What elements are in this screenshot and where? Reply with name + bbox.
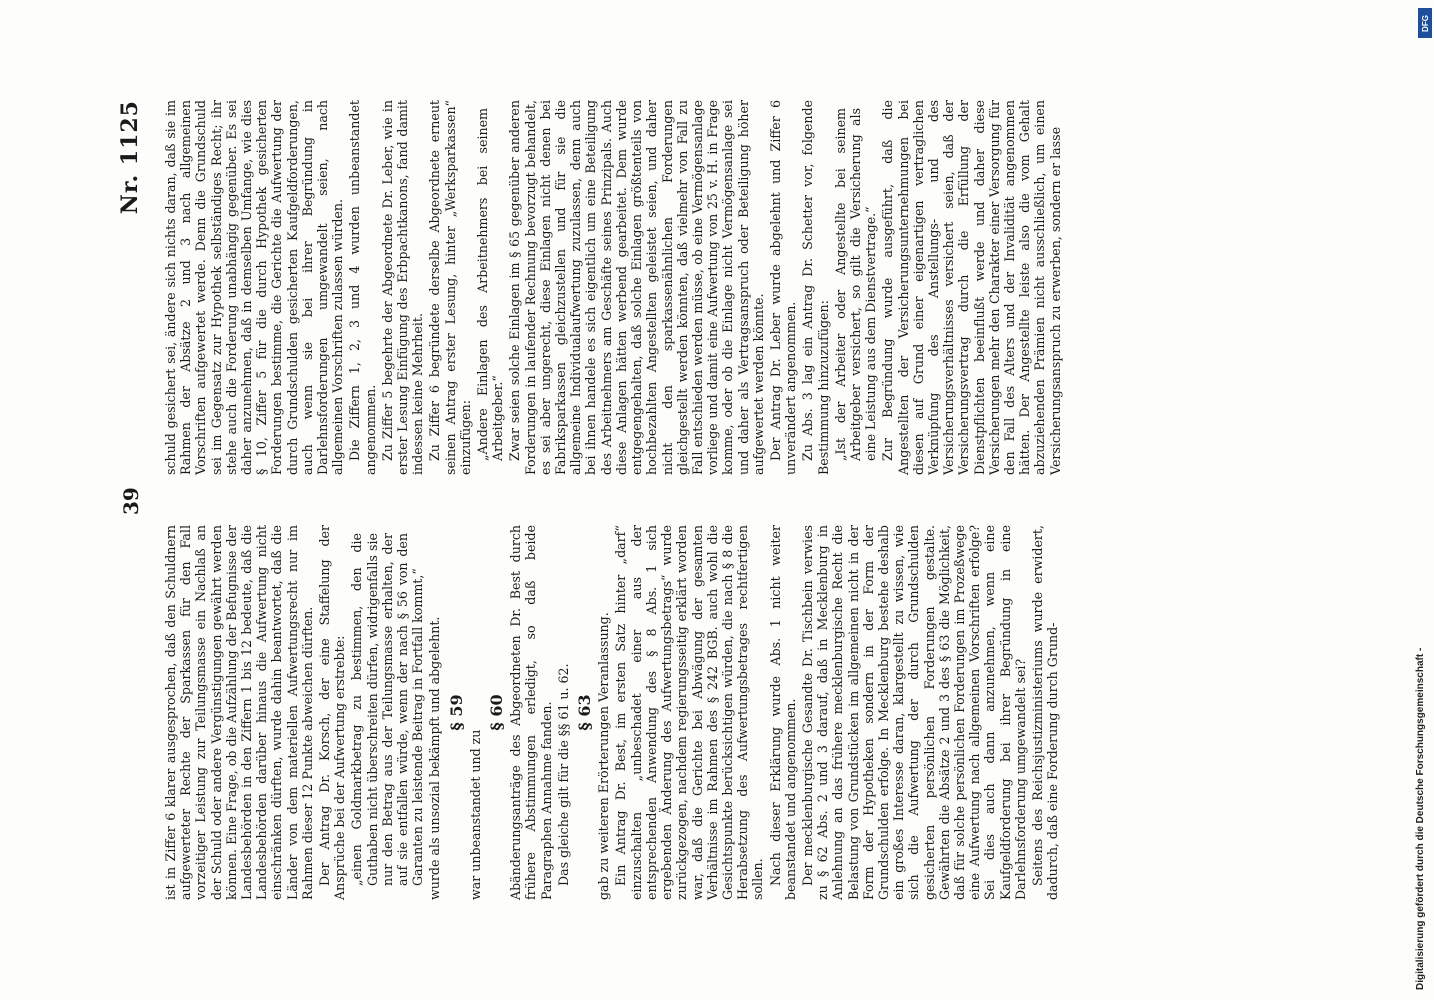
paragraph: Zu Abs. 3 lag ein Antrag Dr. Schetter vor, folgende Bestimmung hinzuzufügen:	[800, 100, 831, 475]
paragraph: Abänderungsanträge des Abgeordneten Dr. Best durch frühere Abstimmungen erledigt, so daß beide Paragraphen Annahme fanden.	[508, 525, 554, 900]
paragraph: Der mecklenburgische Gesandte Dr. Tischbein verwies zu § 62 Abs. 2 und 3 darauf, daß in Mecklenburg in Anlehnung an das frühere mecklenburgische Recht die Belastung von Grundstücken im allgemeinen nicht in der Form der Hypotheken sondern in der Form der Grundschulden erfolge. In Mecklenburg bestehe deshalb ein großes Interesse daran, klargestellt zu wissen, wie sich die Aufwertung der durch Grundschulden gesicherten persönlichen Forderungen gestalte. Gewährten die Absätze 2 und 3 des § 63 die Möglichkeit, daß für solche persönlichen Forderungen im Prozeßwege eine Aufwertung nach allgemeinen Vorschriften erfolge? Sei dies auch dann anzunehmen, wenn eine Kaufgeldforderung bei ihrer Begründung in eine Darlehnsforderung umgewandelt sei?	[799, 525, 1028, 900]
paragraph: gab zu weiteren Erörterungen Veranlassung.	[596, 612, 612, 900]
paragraph: ist in Ziffer 6 klarer ausgesprochen, daß den Schuldnern aufgewerteter Rechte der Sparkassen für den Fall vorzeitiger Leistung zur Teilungsmasse ein Nachlaß an der Schuld oder andere Vergünstigungen gewährt werden können. Eine Frage, ob die Aufzählung der Befugnisse der Landesbehörden in den Ziffern 1 bis 12 bedeute, daß die Landesbehörden darüber hinaus die Aufwertung nicht einschränken dürften, wurde dahin beantwortet, daß die Länder von dem materiellen Aufwertungsrecht nur im Rahmen dieser 12 Punkte abweichen dürften.	[163, 525, 315, 900]
section-heading-59: § 59	[446, 694, 466, 731]
right-column	[163, 100, 1065, 475]
paragraph: Der Antrag Dr. Korsch, der eine Staffelung der Ansprüche bei der Aufwertung erstrebte:	[317, 525, 348, 900]
section-heading-60: § 60	[487, 694, 507, 731]
left-column	[163, 525, 1062, 900]
paragraph: wurde als unsozial bekämpft und abgelehnt.	[427, 616, 443, 900]
paragraph: Seitens des Reichsjustizministeriums wurde erwidert, dadurch, daß eine Forderung durch Grund-	[1029, 525, 1061, 900]
page-number: 39	[119, 487, 143, 515]
dfg-logo	[1418, 8, 1432, 38]
paragraph: Der Antrag Dr. Leber wurde abgelehnt und Ziffer 6 unverändert angenommen.	[767, 100, 799, 475]
paragraph: Zu Ziffer 6 begründete derselbe Abgeordnete erneut seinen Antrag erster Lesung, hinter „Werksparkassen“ einzufügen:	[427, 100, 473, 475]
quoted-amendment: „einen Goldmarkbetrag zu bestimmen, den die Guthaben nicht überschreiten dürfen, widrigenfalls sie nur den Betrag aus der Teilungsmasse erhalten, der auf sie entfallen würde, wenn der nach § 56 von den Garanten zu leistende Beitrag in Fortfall kommt,“	[349, 533, 426, 886]
paragraph: Ein Antrag Dr. Best, im ersten Satz hinter „darf“ einzuschalten „unbeschadet einer aus der entsprechenden Anwendung des § 8 Abs. 1 sich ergebenden Änderung des Aufwertungsbetrags“ wurde zurückgezogen, nachdem regierungsseitig erklärt worden war, daß die Gerichte bei Abwägung der gesamten Verhältnisse im Rahmen des § 242 BGB. auch wohl die Gesichtspunkte berücksichtigen würden, die nach § 8 die Herabsetzung des Aufwertungsbetrages rechtfertigen sollen.	[613, 525, 766, 900]
paragraph: Die Ziffern 1, 2, 3 und 4 wurden unbeanstandet angenommen.	[347, 100, 378, 475]
quoted-amendment: „Ist der Arbeiter oder Angestellte bei seinem Arbeitgeber versichert, so gilt die Versicherung als eine Leistung aus dem Dienstvertrage.“	[832, 108, 879, 461]
paragraph: Zu Ziffer 5 begehrte der Abgeordnete Dr. Leber, wie in erster Lesung Einfügung des Erbpachtkanons, fand damit indessen keine Mehrheit.	[379, 100, 426, 475]
paragraph: schuld gesichert sei, ändere sich nichts daran, daß sie im Rahmen der Absätze 2 und 3 nach allgemeinen Vorschriften aufgewertet werde. Denn die Grundschuld sei im Gegensatz zur Hypothek selbständiges Recht; ihr stehe auch die Forderung unabhängig gegenüber. Es sei daher anzunehmen, daß in demselben Umfange, wie dies § 10, Ziffer 5 für die durch Hypothek gesicherten Forderungen bestimme, die Gerichte die Aufwertung der durch Grundschulden gesicherten Kaufgeldforderungen, auch wenn sie bei ihrer Begründung in Darlehnsforderungen umgewandelt seien, nach allgemeinen Vorschriften zulassen würden.	[163, 100, 346, 475]
paragraph: Nach dieser Erklärung wurde Abs. 1 nicht weiter beanstandet und angenommen.	[767, 525, 798, 900]
rotated-page-content	[115, 100, 1305, 900]
page-header	[115, 100, 155, 900]
section-heading-63: § 63	[575, 694, 595, 731]
document-number: Nr. 1125	[117, 100, 143, 215]
paragraph: Das gleiche gilt für die §§ 61 u. 62.	[555, 663, 571, 886]
paragraph: Zur Begründung wurde ausgeführt, daß die Angestellten der Versicherungsunternehmungen bei diesen auf Grund einer eigenartigen vertraglichen Verknüpfung des Anstellungs- und des Versicherungsverhältnisses versichert seien, daß der Versicherungsvertrag durch die Erfüllung der Dienstpflichten beeinflußt werde und daher diese Versicherungen mehr den Charakter einer Versorgung für den Fall des Alters und der Invalidität angenommen hätten. Der Angestellte leiste also die vom Gehalt abzuziehenden Prämien nicht ausschließlich, um einen Versicherungsanspruch zu erwerben, sondern er lasse	[880, 100, 1063, 475]
quoted-amendment: „Andere Einlagen des Arbeitnehmers bei seinem Arbeitgeber.“	[475, 108, 506, 461]
dfg-logo-text: DFG	[1420, 14, 1430, 32]
paragraph: war unbeanstandet und zu	[467, 729, 483, 900]
digitization-credit: Digitalisierung gefördert durch die Deutsche Forschungsgemeinschaft -	[1415, 647, 1426, 990]
paragraph: Zwar seien solche Einlagen im § 65 gegenüber anderen Forderungen in laufender Rechnung bevorzugt behandelt, es sei aber ungerecht, diese Einlagen nicht denen bei Fabriksparkassen gleichzustellen und für sie die allgemeine Individualaufwertung zuzulassen, denn auch bei ihnen handele es sich eigentlich um eine Beteiligung des Arbeitnehmers am Geschäfte seines Prinzipals. Auch diese Anlagen hätten werbend gearbeitet. Dem wurde entgegengehalten, daß solche Einlagen größtenteils von hochbezahlten Angestellten geleistet seien, und daher nicht den sparkassenähnlichen Forderungen gleichgestellt werden könnten, daß vielmehr von Fall zu Fall entschieden werden müsse, ob eine Vermögensanlage vorliege und damit eine Aufwertung von 25 v. H. in Frage komme, oder ob die Einlage nicht Vermögensanlage sei und daher als Vertragsanspruch oder Beteiligung höher aufgewertet werden könnte.	[507, 100, 766, 475]
